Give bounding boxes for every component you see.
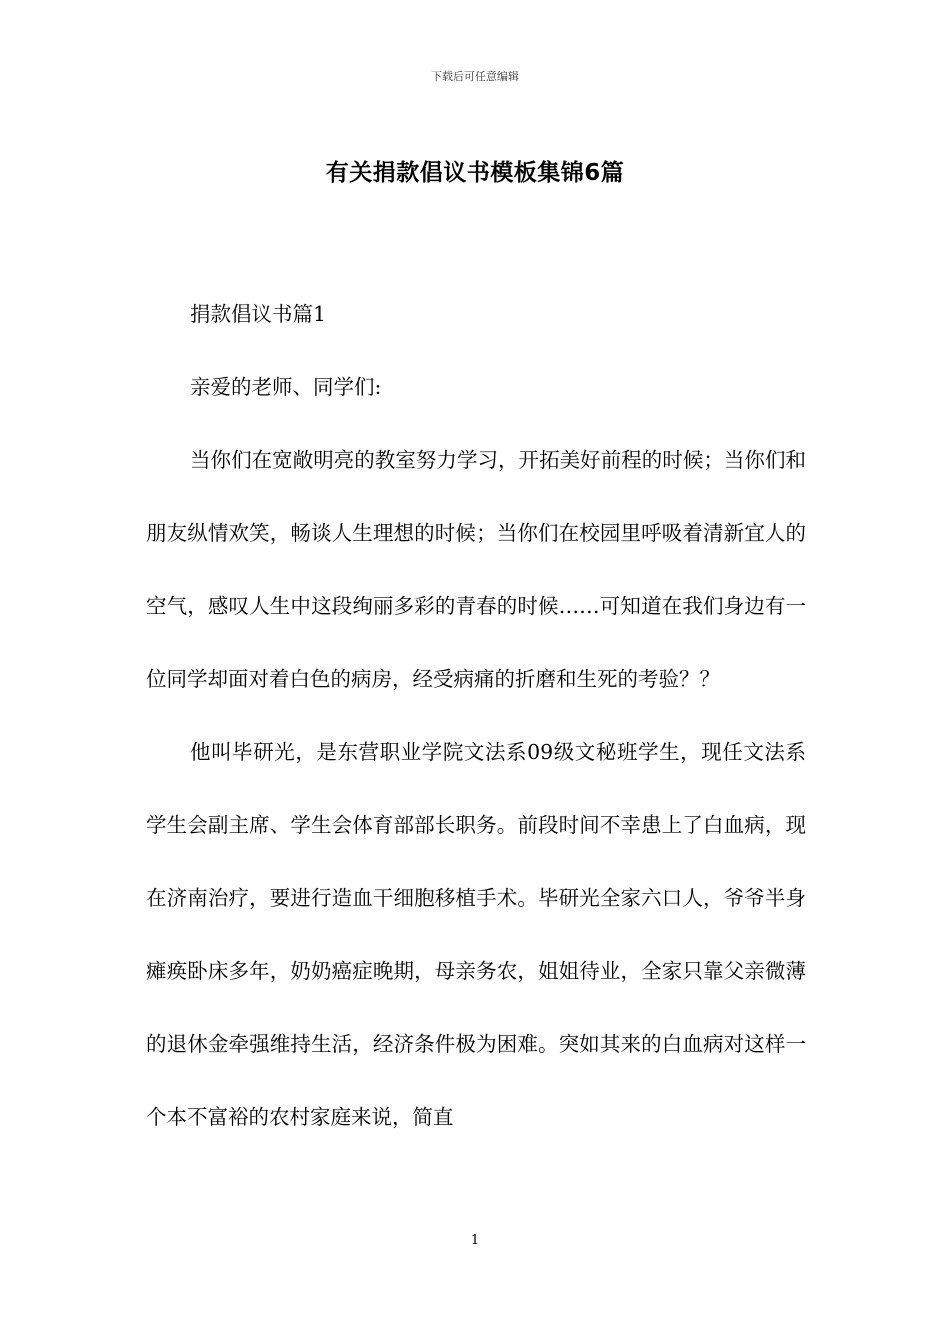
paragraph-2: 他叫毕研光，是东营职业学院文法系09级文秘班学生，现任文法系学生会副主席、学生会体育部部长职务。前段时间不幸患上了白血病，现在济南治疗，要进行造血干细胞移植手术。毕研光全家六口人，爷爷半身瘫痪卧床多年，奶奶癌症晚期，母亲务农，姐姐待业，全家只靠父亲微薄的退休金牵强维持生活，经济条件极为困难。突如其来的白血病对这样一个本不富裕的农村家庭来说，简直 bbox=[146, 740, 806, 1129]
header-note: 下载后可任意编辑 bbox=[431, 70, 519, 83]
section-heading: 捐款倡议书篇1 bbox=[190, 302, 327, 326]
document-body bbox=[146, 278, 806, 1154]
paragraph-1: 当你们在宽敞明亮的教室努力学习，开拓美好前程的时候；当你们和朋友纵情欢笑，畅谈人生理想的时候；当你们在校园里呼吸着清新宜人的空气，感叹人生中这段绚丽多彩的青春的时候……可知道在我们身边有一位同学却面对着白色的病房，经受病痛的折磨和生死的考验？？ bbox=[146, 448, 806, 691]
document-title: 有关捐款倡议书模板集锦6篇 bbox=[325, 160, 625, 186]
salutation: 亲爱的老师、同学们: bbox=[190, 375, 382, 399]
page-number: 1 bbox=[470, 1233, 480, 1248]
